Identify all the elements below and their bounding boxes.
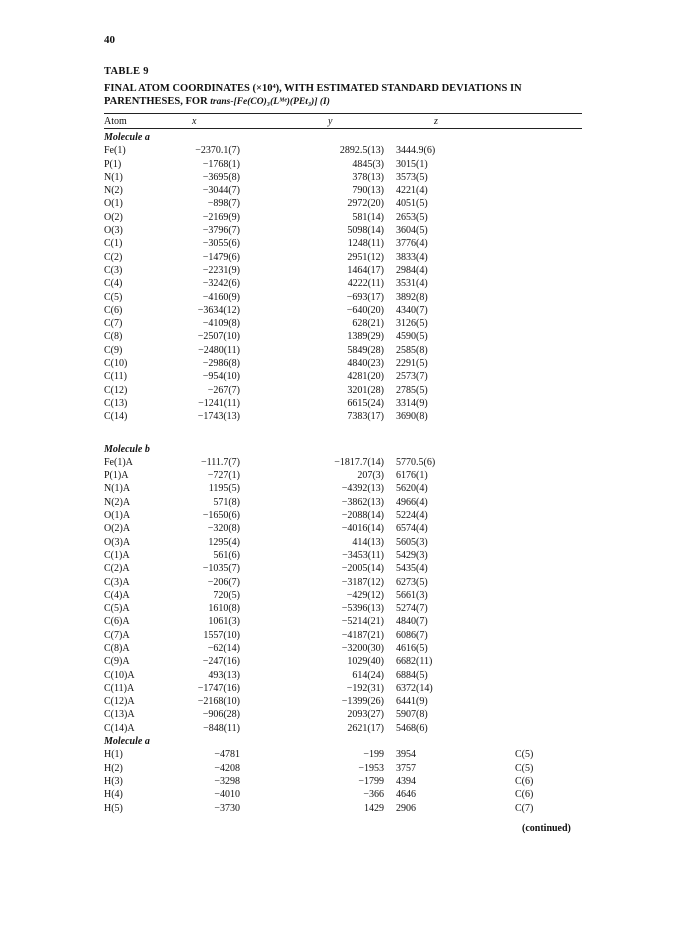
atom-cell: C(12)	[104, 384, 128, 396]
y-cell: −1399(26)	[341, 696, 384, 708]
atom-cell: H(1)	[104, 749, 123, 761]
table-row	[0, 629, 680, 642]
page-number: 40	[104, 34, 115, 46]
y-cell: 5849(28)	[347, 344, 384, 356]
x-cell: −848(11)	[203, 722, 240, 734]
table-row	[0, 264, 680, 277]
z-cell: 4616(5)	[396, 642, 428, 654]
y-cell: −1817.7(14)	[334, 456, 384, 468]
z-cell: 2785(5)	[396, 384, 428, 396]
table-row	[0, 522, 680, 535]
caption-compound: trans-[Fe(CO)₃(Lᴹᵉ)(PEt₃)] (I)	[210, 97, 330, 107]
y-cell: −2005(14)	[341, 563, 384, 575]
table-row	[0, 708, 680, 721]
x-cell: 1195(5)	[208, 483, 240, 495]
bonded-atom-cell: C(5)	[515, 749, 534, 761]
x-cell: 1557(10)	[203, 629, 240, 641]
atom-cell: C(11)	[104, 371, 127, 383]
table-row	[0, 144, 680, 157]
atom-cell: C(14)	[104, 411, 128, 423]
y-cell: −693(17)	[346, 291, 384, 303]
atom-cell: C(6)A	[104, 616, 130, 628]
y-cell: −640(20)	[346, 304, 384, 316]
atom-cell: O(1)	[104, 198, 123, 210]
x-cell: −2231(9)	[202, 264, 240, 276]
atom-cell: C(13)A	[104, 709, 135, 721]
y-cell: −3862(13)	[341, 496, 384, 508]
atom-cell: C(10)	[104, 358, 128, 370]
z-cell: 5661(3)	[396, 589, 428, 601]
x-cell: −1479(6)	[202, 251, 240, 263]
table-row	[0, 370, 680, 383]
z-cell: 2573(7)	[396, 371, 428, 383]
atom-cell: Fe(1)	[104, 145, 126, 157]
atom-cell: P(1)	[104, 158, 122, 170]
atom-cell: H(3)	[104, 775, 123, 787]
y-cell: −3453(11)	[342, 549, 384, 561]
z-cell: 6682(11)	[396, 656, 433, 668]
x-cell: −2480(11)	[198, 344, 240, 356]
y-cell: 7383(17)	[347, 411, 384, 423]
x-cell: −3634(12)	[197, 304, 240, 316]
table-row	[0, 802, 680, 815]
z-cell: 3604(5)	[396, 225, 428, 237]
x-cell: −4160(9)	[202, 291, 240, 303]
atom-cell: C(9)	[104, 344, 123, 356]
x-cell: −1743(13)	[197, 411, 240, 423]
z-cell: 6574(4)	[396, 523, 428, 535]
y-cell: 1389(29)	[347, 331, 384, 343]
x-cell: −1768(1)	[202, 158, 240, 170]
table-row	[0, 291, 680, 304]
x-cell: −247(16)	[202, 656, 240, 668]
z-cell: 4340(7)	[396, 304, 428, 316]
y-cell: 2621(17)	[347, 722, 384, 734]
table-row	[0, 251, 680, 264]
z-cell: 3690(8)	[396, 411, 428, 423]
z-cell: 5468(6)	[396, 722, 428, 734]
z-cell: 3833(4)	[396, 251, 428, 263]
table-row	[0, 224, 680, 237]
x-cell: −62(14)	[207, 642, 240, 654]
z-cell: 3757	[396, 762, 416, 774]
table-body	[0, 131, 680, 815]
table-row	[0, 722, 680, 735]
atom-cell: C(1)A	[104, 549, 130, 561]
atom-cell: H(5)	[104, 802, 123, 814]
y-cell: −2088(14)	[341, 510, 384, 522]
x-cell: −267(7)	[207, 384, 240, 396]
atom-cell: N(1)	[104, 171, 123, 183]
z-cell: 4966(4)	[396, 496, 428, 508]
y-cell: −1799	[358, 775, 384, 787]
continued-note: (continued)	[522, 823, 571, 834]
z-cell: 2291(5)	[396, 358, 428, 370]
x-cell: −4109(8)	[202, 318, 240, 330]
table-header-rule	[104, 128, 582, 129]
table-row	[0, 576, 680, 589]
x-cell: −3796(7)	[202, 225, 240, 237]
z-cell: 5907(8)	[396, 709, 428, 721]
x-cell: −206(7)	[207, 576, 240, 588]
atom-cell: C(7)A	[104, 629, 130, 641]
bonded-atom-cell: C(5)	[515, 762, 534, 774]
atom-cell: C(1)	[104, 238, 123, 250]
x-cell: −4781	[214, 749, 240, 761]
table-row	[0, 357, 680, 370]
y-cell: −4392(13)	[341, 483, 384, 495]
x-cell: −954(10)	[202, 371, 240, 383]
atom-cell: N(2)	[104, 185, 123, 197]
z-cell: 5770.5(6)	[396, 456, 436, 468]
x-cell: −1747(16)	[197, 682, 240, 694]
y-cell: −4187(21)	[341, 629, 384, 641]
x-cell: −2986(8)	[202, 358, 240, 370]
x-cell: −2168(10)	[197, 696, 240, 708]
table-row	[0, 788, 680, 801]
table-label: TABLE 9	[104, 66, 149, 77]
atom-cell: O(2)	[104, 211, 123, 223]
table-row	[0, 456, 680, 469]
header-y: y	[328, 116, 333, 127]
section-title	[0, 735, 680, 748]
x-cell: −1650(6)	[202, 510, 240, 522]
x-cell: 720(5)	[213, 589, 240, 601]
x-cell: −4208	[214, 762, 240, 774]
atom-cell: C(8)A	[104, 642, 130, 654]
table-row	[0, 384, 680, 397]
bonded-atom-cell: C(6)	[515, 775, 534, 787]
z-cell: 6372(14)	[396, 682, 433, 694]
y-cell: 4840(23)	[347, 358, 384, 370]
table-row	[0, 695, 680, 708]
atom-cell: N(1)A	[104, 483, 131, 495]
table-row	[0, 602, 680, 615]
table-row	[0, 410, 680, 423]
table-row	[0, 589, 680, 602]
z-cell: 3015(1)	[396, 158, 428, 170]
section-title	[0, 131, 680, 144]
x-cell: 561(6)	[213, 549, 240, 561]
x-cell: 1610(8)	[208, 603, 240, 615]
atom-cell: C(4)A	[104, 589, 130, 601]
atom-cell: P(1)A	[104, 470, 129, 482]
y-cell: 5098(14)	[347, 225, 384, 237]
atom-cell: C(4)	[104, 278, 123, 290]
y-cell: −4016(14)	[341, 523, 384, 535]
y-cell: 4222(11)	[347, 278, 384, 290]
table-row	[0, 509, 680, 522]
y-cell: −199	[363, 749, 384, 761]
atom-cell: C(11)A	[104, 682, 135, 694]
atom-cell: C(12)A	[104, 696, 135, 708]
y-cell: 1029(40)	[347, 656, 384, 668]
z-cell: 5620(4)	[396, 483, 428, 495]
z-cell: 5435(4)	[396, 563, 428, 575]
table-row	[0, 748, 680, 761]
table-row	[0, 642, 680, 655]
x-cell: −898(7)	[207, 198, 240, 210]
table-row	[0, 317, 680, 330]
table-row	[0, 615, 680, 628]
atom-cell: O(2)A	[104, 523, 131, 535]
y-cell: 4845(3)	[352, 158, 384, 170]
table-row	[0, 482, 680, 495]
table-row	[0, 171, 680, 184]
x-cell: −1035(7)	[202, 563, 240, 575]
x-cell: −2370.1(7)	[195, 145, 240, 157]
x-cell: −3055(6)	[202, 238, 240, 250]
x-cell: −320(8)	[207, 523, 240, 535]
y-cell: 414(13)	[352, 536, 384, 548]
y-cell: −3200(30)	[341, 642, 384, 654]
z-cell: 4590(5)	[396, 331, 428, 343]
atom-cell: C(2)A	[104, 563, 130, 575]
section-title	[0, 443, 680, 456]
table-row	[0, 682, 680, 695]
atom-cell: C(3)	[104, 264, 123, 276]
header-atom: Atom	[104, 116, 127, 127]
table-caption	[104, 82, 584, 109]
section-title-text: Molecule a	[104, 736, 150, 748]
z-cell: 5429(3)	[396, 549, 428, 561]
y-cell: 790(13)	[352, 185, 384, 197]
y-cell: 3201(28)	[347, 384, 384, 396]
z-cell: 2653(5)	[396, 211, 428, 223]
z-cell: 2585(8)	[396, 344, 428, 356]
table-row	[0, 762, 680, 775]
z-cell: 6086(7)	[396, 629, 428, 641]
atom-cell: C(5)	[104, 291, 123, 303]
y-cell: 628(21)	[352, 318, 384, 330]
atom-cell: C(3)A	[104, 576, 130, 588]
table-row	[0, 669, 680, 682]
x-cell: −3298	[214, 775, 240, 787]
y-cell: 2093(27)	[347, 709, 384, 721]
table-row	[0, 158, 680, 171]
x-cell: −2507(10)	[197, 331, 240, 343]
atom-cell: C(13)	[104, 397, 128, 409]
bonded-atom-cell: C(7)	[515, 802, 534, 814]
table-row	[0, 397, 680, 410]
table-top-rule	[104, 113, 582, 114]
atom-cell: C(5)A	[104, 603, 130, 615]
y-cell: −1953	[358, 762, 384, 774]
table-row	[0, 304, 680, 317]
z-cell: 5224(4)	[396, 510, 428, 522]
y-cell: 2951(12)	[347, 251, 384, 263]
x-cell: −2169(9)	[202, 211, 240, 223]
atom-cell: H(2)	[104, 762, 123, 774]
x-cell: −3242(6)	[202, 278, 240, 290]
table-row	[0, 469, 680, 482]
z-cell: 3314(9)	[396, 397, 428, 409]
table-row	[0, 330, 680, 343]
table-row	[0, 536, 680, 549]
z-cell: 4646	[396, 789, 416, 801]
z-cell: 2906	[396, 802, 416, 814]
atom-cell: C(10)A	[104, 669, 135, 681]
x-cell: −906(28)	[202, 709, 240, 721]
section-title-text: Molecule a	[104, 132, 150, 143]
x-cell: −3730	[214, 802, 240, 814]
z-cell: 4221(4)	[396, 185, 428, 197]
y-cell: 6615(24)	[347, 397, 384, 409]
table-header	[0, 116, 680, 128]
table-row	[0, 197, 680, 210]
y-cell: 614(24)	[352, 669, 384, 681]
table-row	[0, 237, 680, 250]
atom-cell: H(4)	[104, 789, 123, 801]
y-cell: −192(31)	[346, 682, 384, 694]
atom-cell: C(7)	[104, 318, 123, 330]
x-cell: −3695(8)	[202, 171, 240, 183]
y-cell: −366	[363, 789, 384, 801]
table-row	[0, 344, 680, 357]
atom-cell: O(3)A	[104, 536, 131, 548]
z-cell: 6273(5)	[396, 576, 428, 588]
table-row	[0, 211, 680, 224]
z-cell: 3444.9(6)	[396, 145, 436, 157]
atom-cell: C(14)A	[104, 722, 135, 734]
table-row	[0, 549, 680, 562]
y-cell: −5214(21)	[341, 616, 384, 628]
table-row	[0, 277, 680, 290]
atom-cell: C(6)	[104, 304, 123, 316]
x-cell: −3044(7)	[202, 185, 240, 197]
atom-cell: N(2)A	[104, 496, 131, 508]
z-cell: 6884(5)	[396, 669, 428, 681]
z-cell: 4051(5)	[396, 198, 428, 210]
z-cell: 3573(5)	[396, 171, 428, 183]
z-cell: 3776(4)	[396, 238, 428, 250]
y-cell: 207(3)	[357, 470, 384, 482]
x-cell: −111.7(7)	[200, 456, 240, 468]
table-row	[0, 655, 680, 668]
atom-cell: O(3)	[104, 225, 123, 237]
atom-cell: Fe(1)A	[104, 456, 133, 468]
z-cell: 3892(8)	[396, 291, 428, 303]
x-cell: −1241(11)	[198, 397, 240, 409]
x-cell: −4010	[214, 789, 240, 801]
z-cell: 3531(4)	[396, 278, 428, 290]
y-cell: 378(13)	[352, 171, 384, 183]
section-title-text: Molecule b	[104, 443, 150, 455]
atom-cell: O(1)A	[104, 510, 131, 522]
z-cell: 2984(4)	[396, 264, 428, 276]
x-cell: 1061(3)	[208, 616, 240, 628]
y-cell: 1429	[364, 802, 384, 814]
y-cell: −429(12)	[346, 589, 384, 601]
z-cell: 3954	[396, 749, 416, 761]
y-cell: 1248(11)	[347, 238, 384, 250]
atom-cell: C(2)	[104, 251, 123, 263]
y-cell: 2892.5(13)	[339, 145, 384, 157]
z-cell: 6176(1)	[396, 470, 428, 482]
z-cell: 4394	[396, 775, 416, 787]
y-cell: 581(14)	[352, 211, 384, 223]
z-cell: 3126(5)	[396, 318, 428, 330]
x-cell: −727(1)	[207, 470, 240, 482]
z-cell: 6441(9)	[396, 696, 428, 708]
table-row	[0, 496, 680, 509]
x-cell: 1295(4)	[208, 536, 240, 548]
y-cell: 1464(17)	[347, 264, 384, 276]
y-cell: −3187(12)	[341, 576, 384, 588]
atom-cell: C(8)	[104, 331, 123, 343]
atom-cell: C(9)A	[104, 656, 130, 668]
y-cell: −5396(13)	[341, 603, 384, 615]
table-row	[0, 184, 680, 197]
caption-text: FINAL ATOM COORDINATES (×10⁴), WITH ESTIMATED STANDARD DEVIATIONS IN PARENTHESES, FOR	[104, 83, 522, 107]
z-cell: 5605(3)	[396, 536, 428, 548]
table-row	[0, 562, 680, 575]
bonded-atom-cell: C(6)	[515, 789, 534, 801]
x-cell: 571(8)	[213, 496, 240, 508]
y-cell: 4281(20)	[347, 371, 384, 383]
header-x: x	[192, 116, 197, 127]
z-cell: 5274(7)	[396, 603, 428, 615]
header-z: z	[434, 116, 438, 127]
section-gap	[0, 424, 680, 443]
y-cell: 2972(20)	[347, 198, 384, 210]
x-cell: 493(13)	[208, 669, 240, 681]
z-cell: 4840(7)	[396, 616, 428, 628]
table-row	[0, 775, 680, 788]
